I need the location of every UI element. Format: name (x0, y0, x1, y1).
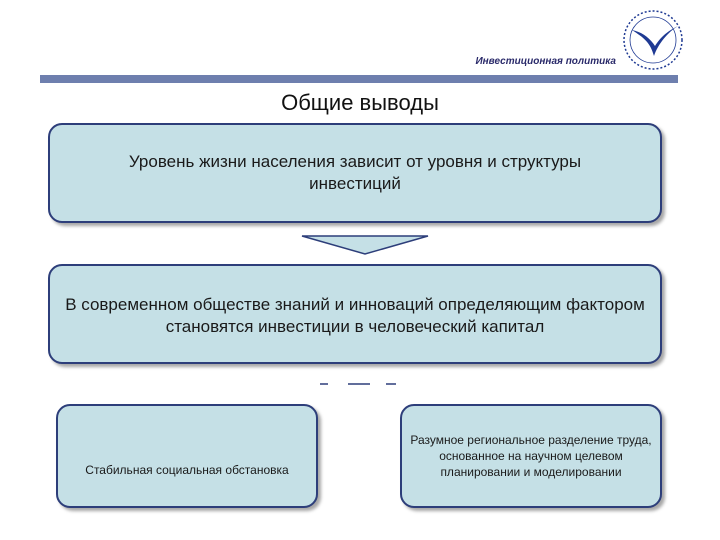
header-label: Инвестиционная политика (475, 56, 616, 67)
bottom-left-box-text: Стабильная социальная обстановка (85, 462, 289, 477)
middle-box-text: В современном обществе знаний и инноваций определяющим фактором становятся инвестиции в человеческий капитал (65, 295, 645, 337)
top-box (48, 123, 662, 223)
university-logo-icon (618, 8, 688, 72)
page-title: Общие выводы (281, 90, 439, 115)
bottom-left-box (56, 404, 318, 508)
bottom-right-box (400, 404, 662, 508)
down-arrow-icon (300, 234, 430, 256)
bottom-right-box-text: Разумное региональное разделение труда, основанное на научном целевом планировании и моделировании (410, 432, 652, 480)
top-box-text: Уровень жизни населения зависит от уровня и структуры инвестиций (128, 152, 582, 194)
header-bar (40, 75, 678, 83)
connector-line (320, 381, 396, 387)
middle-box (48, 264, 662, 364)
